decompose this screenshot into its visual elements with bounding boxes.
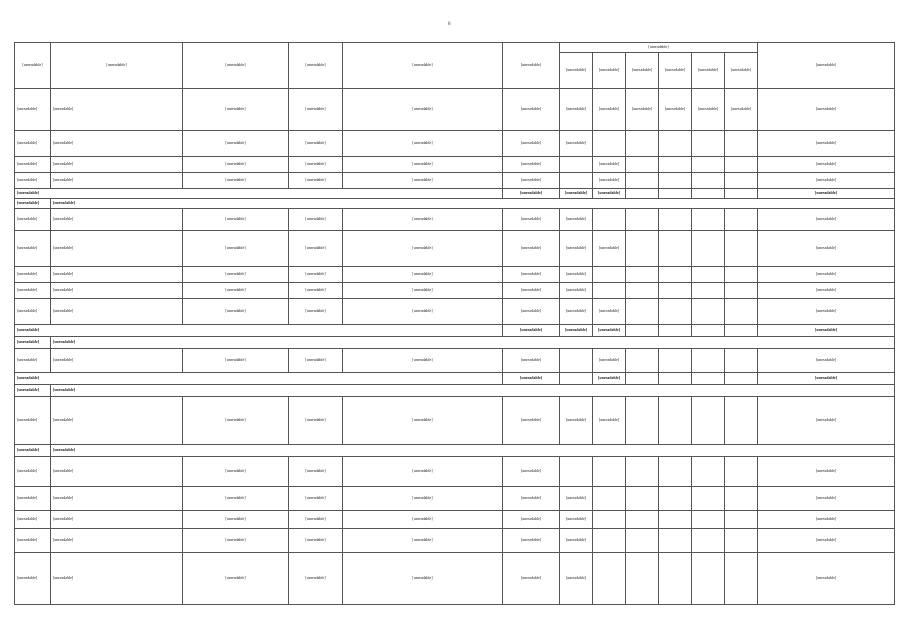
section-row: [15, 445, 895, 457]
indicator-cell: [unreadable]: [343, 131, 503, 157]
total-value: [unreadable]: [758, 157, 895, 173]
col-unit: [unreadable]: [503, 43, 560, 89]
year-value: [unreadable]: [560, 553, 593, 605]
year-value: [560, 157, 593, 173]
year-value: [626, 457, 659, 487]
total-value: [unreadable]: [758, 231, 895, 267]
year-value: [626, 231, 659, 267]
row-num: [unreadable]: [15, 209, 51, 231]
term-cell: [unreadable]: [289, 267, 343, 283]
year-value: [626, 189, 659, 199]
term-cell: [unreadable]: [289, 283, 343, 299]
year-value: [692, 553, 725, 605]
executor-cell: [unreadable]: [183, 89, 289, 131]
table-header: [15, 43, 895, 89]
year-value: [692, 457, 725, 487]
total-value: [unreadable]: [758, 325, 895, 337]
executor-cell: [unreadable]: [183, 397, 289, 445]
col-year: [unreadable]: [593, 53, 626, 89]
table-row: [15, 553, 895, 605]
section-num: [unreadable]: [15, 199, 51, 209]
year-value: [725, 173, 758, 189]
year-value: [692, 209, 725, 231]
year-value: [626, 487, 659, 511]
year-value: [692, 487, 725, 511]
unit-cell: [unreadable]: [503, 325, 560, 337]
year-value: [659, 553, 692, 605]
year-value: [692, 231, 725, 267]
year-value: [725, 209, 758, 231]
year-value: [659, 173, 692, 189]
year-value: [692, 173, 725, 189]
year-value: [unreadable]: [593, 89, 626, 131]
measure-cell: [unreadable]: [51, 173, 183, 189]
executor-cell: [unreadable]: [183, 131, 289, 157]
year-value: [659, 325, 692, 337]
total-value: [unreadable]: [758, 89, 895, 131]
year-value: [692, 529, 725, 553]
total-value: [unreadable]: [758, 173, 895, 189]
indicator-cell: [unreadable]: [343, 457, 503, 487]
year-value: [659, 267, 692, 283]
page-number: 6: [448, 22, 451, 27]
year-value: [659, 231, 692, 267]
year-value: [659, 299, 692, 325]
executor-cell: [unreadable]: [183, 157, 289, 173]
year-value: [unreadable]: [659, 89, 692, 131]
section-row: [15, 337, 895, 349]
col-values-group: [unreadable]: [560, 43, 758, 53]
year-value: [626, 209, 659, 231]
col-year: [unreadable]: [626, 53, 659, 89]
col-year: [unreadable]: [560, 53, 593, 89]
year-value: [593, 529, 626, 553]
year-value: [692, 283, 725, 299]
unit-cell: [unreadable]: [503, 373, 560, 385]
year-value: [unreadable]: [593, 325, 626, 337]
year-value: [593, 553, 626, 605]
year-value: [593, 209, 626, 231]
table-row: [15, 299, 895, 325]
unit-cell: [unreadable]: [503, 189, 560, 199]
measure-cell: [unreadable]: [51, 349, 183, 373]
section-num: [unreadable]: [15, 337, 51, 349]
indicator-cell: [unreadable]: [343, 553, 503, 605]
row-num: [unreadable]: [15, 457, 51, 487]
col-measure: [unreadable]: [51, 43, 183, 89]
total-value: [unreadable]: [758, 373, 895, 385]
row-num: [unreadable]: [15, 553, 51, 605]
row-num: [unreadable]: [15, 397, 51, 445]
total-value: [unreadable]: [758, 529, 895, 553]
col-total: [unreadable]: [758, 43, 895, 89]
total-label: [unreadable]: [15, 189, 503, 199]
measure-cell: [unreadable]: [51, 487, 183, 511]
year-value: [725, 325, 758, 337]
row-num: [unreadable]: [15, 173, 51, 189]
table-row: [15, 131, 895, 157]
year-value: [unreadable]: [560, 89, 593, 131]
table-row: [15, 267, 895, 283]
unit-cell: [unreadable]: [503, 173, 560, 189]
year-value: [593, 511, 626, 529]
col-executor: [unreadable]: [183, 43, 289, 89]
year-value: [560, 373, 593, 385]
term-cell: [unreadable]: [289, 209, 343, 231]
executor-cell: [unreadable]: [183, 209, 289, 231]
executor-cell: [unreadable]: [183, 349, 289, 373]
measure-cell: [unreadable]: [51, 529, 183, 553]
row-num: [unreadable]: [15, 267, 51, 283]
table-row: [15, 89, 895, 131]
executor-cell: [unreadable]: [183, 457, 289, 487]
total-value: [unreadable]: [758, 349, 895, 373]
unit-cell: [unreadable]: [503, 131, 560, 157]
term-cell: [unreadable]: [289, 299, 343, 325]
year-value: [692, 267, 725, 283]
year-value: [unreadable]: [560, 231, 593, 267]
row-num: [unreadable]: [15, 299, 51, 325]
unit-cell: [unreadable]: [503, 511, 560, 529]
year-value: [626, 283, 659, 299]
indicator-cell: [unreadable]: [343, 487, 503, 511]
year-value: [626, 131, 659, 157]
term-cell: [unreadable]: [289, 231, 343, 267]
term-cell: [unreadable]: [289, 131, 343, 157]
year-value: [unreadable]: [593, 397, 626, 445]
term-cell: [unreadable]: [289, 157, 343, 173]
section-num: [unreadable]: [15, 385, 51, 397]
table-row: [15, 511, 895, 529]
unit-cell: [unreadable]: [503, 487, 560, 511]
year-value: [unreadable]: [593, 373, 626, 385]
year-value: [unreadable]: [560, 529, 593, 553]
year-value: [560, 349, 593, 373]
table-row: [15, 157, 895, 173]
table-row: [15, 457, 895, 487]
year-value: [725, 397, 758, 445]
total-value: [unreadable]: [758, 457, 895, 487]
year-value: [659, 131, 692, 157]
year-value: [626, 349, 659, 373]
total-row: [15, 373, 895, 385]
row-num: [unreadable]: [15, 487, 51, 511]
year-value: [593, 457, 626, 487]
year-value: [unreadable]: [593, 173, 626, 189]
year-value: [unreadable]: [626, 89, 659, 131]
row-num: [unreadable]: [15, 511, 51, 529]
year-value: [725, 299, 758, 325]
indicator-cell: [unreadable]: [343, 349, 503, 373]
section-row: [15, 385, 895, 397]
measures-table: [14, 42, 895, 605]
table-row: [15, 283, 895, 299]
year-value: [659, 457, 692, 487]
row-num: [unreadable]: [15, 89, 51, 131]
year-value: [unreadable]: [560, 299, 593, 325]
year-value: [626, 325, 659, 337]
row-num: [unreadable]: [15, 131, 51, 157]
col-term: [unreadable]: [289, 43, 343, 89]
year-value: [725, 457, 758, 487]
year-value: [unreadable]: [593, 189, 626, 199]
indicator-cell: [unreadable]: [343, 173, 503, 189]
col-year: [unreadable]: [692, 53, 725, 89]
measure-cell: [unreadable]: [51, 209, 183, 231]
year-value: [725, 511, 758, 529]
year-value: [626, 267, 659, 283]
year-value: [725, 231, 758, 267]
indicator-cell: [unreadable]: [343, 89, 503, 131]
year-value: [unreadable]: [560, 267, 593, 283]
year-value: [626, 397, 659, 445]
year-value: [725, 487, 758, 511]
year-value: [725, 373, 758, 385]
measure-cell: [unreadable]: [51, 283, 183, 299]
total-row: [15, 189, 895, 199]
year-value: [626, 157, 659, 173]
executor-cell: [unreadable]: [183, 487, 289, 511]
year-value: [unreadable]: [725, 89, 758, 131]
term-cell: [unreadable]: [289, 457, 343, 487]
col-year: [unreadable]: [659, 53, 692, 89]
measure-cell: [unreadable]: [51, 157, 183, 173]
table-body: [15, 89, 895, 605]
year-value: [unreadable]: [593, 349, 626, 373]
year-value: [725, 553, 758, 605]
table-row: [15, 529, 895, 553]
year-value: [692, 511, 725, 529]
indicator-cell: [unreadable]: [343, 299, 503, 325]
year-value: [725, 157, 758, 173]
year-value: [725, 283, 758, 299]
year-value: [659, 397, 692, 445]
unit-cell: [unreadable]: [503, 267, 560, 283]
year-value: [626, 511, 659, 529]
year-value: [692, 325, 725, 337]
unit-cell: [unreadable]: [503, 231, 560, 267]
year-value: [626, 173, 659, 189]
unit-cell: [unreadable]: [503, 553, 560, 605]
year-value: [unreadable]: [692, 89, 725, 131]
year-value: [593, 131, 626, 157]
measure-cell: [unreadable]: [51, 299, 183, 325]
year-value: [659, 157, 692, 173]
total-value: [unreadable]: [758, 511, 895, 529]
year-value: [593, 487, 626, 511]
term-cell: [unreadable]: [289, 529, 343, 553]
indicator-cell: [unreadable]: [343, 267, 503, 283]
indicator-cell: [unreadable]: [343, 397, 503, 445]
measure-cell: [unreadable]: [51, 457, 183, 487]
year-value: [626, 373, 659, 385]
unit-cell: [unreadable]: [503, 397, 560, 445]
executor-cell: [unreadable]: [183, 529, 289, 553]
total-row: [15, 325, 895, 337]
year-value: [626, 553, 659, 605]
section-row: [15, 199, 895, 209]
unit-cell: [unreadable]: [503, 349, 560, 373]
year-value: [unreadable]: [560, 325, 593, 337]
year-value: [659, 189, 692, 199]
year-value: [unreadable]: [560, 487, 593, 511]
section-num: [unreadable]: [15, 445, 51, 457]
total-value: [unreadable]: [758, 397, 895, 445]
term-cell: [unreadable]: [289, 173, 343, 189]
executor-cell: [unreadable]: [183, 283, 289, 299]
indicator-cell: [unreadable]: [343, 511, 503, 529]
year-value: [692, 373, 725, 385]
year-value: [692, 349, 725, 373]
row-num: [unreadable]: [15, 349, 51, 373]
term-cell: [unreadable]: [289, 397, 343, 445]
section-title: [unreadable]: [51, 199, 895, 209]
unit-cell: [unreadable]: [503, 209, 560, 231]
measure-cell: [unreadable]: [51, 89, 183, 131]
year-value: [unreadable]: [593, 157, 626, 173]
year-value: [659, 373, 692, 385]
total-value: [unreadable]: [758, 209, 895, 231]
year-value: [unreadable]: [593, 299, 626, 325]
row-num: [unreadable]: [15, 283, 51, 299]
term-cell: [unreadable]: [289, 349, 343, 373]
year-value: [659, 529, 692, 553]
year-value: [560, 457, 593, 487]
year-value: [626, 299, 659, 325]
year-value: [725, 131, 758, 157]
table-row: [15, 209, 895, 231]
year-value: [unreadable]: [560, 283, 593, 299]
unit-cell: [unreadable]: [503, 299, 560, 325]
indicator-cell: [unreadable]: [343, 231, 503, 267]
row-num: [unreadable]: [15, 231, 51, 267]
table-row: [15, 397, 895, 445]
col-year: [unreadable]: [725, 53, 758, 89]
total-value: [unreadable]: [758, 189, 895, 199]
year-value: [692, 397, 725, 445]
unit-cell: [unreadable]: [503, 89, 560, 131]
indicator-cell: [unreadable]: [343, 529, 503, 553]
year-value: [593, 267, 626, 283]
total-label: [unreadable]: [15, 373, 503, 385]
table-row: [15, 173, 895, 189]
indicator-cell: [unreadable]: [343, 209, 503, 231]
year-value: [560, 173, 593, 189]
term-cell: [unreadable]: [289, 511, 343, 529]
measure-cell: [unreadable]: [51, 397, 183, 445]
unit-cell: [unreadable]: [503, 157, 560, 173]
year-value: [659, 511, 692, 529]
total-value: [unreadable]: [758, 131, 895, 157]
measure-cell: [unreadable]: [51, 267, 183, 283]
year-value: [659, 209, 692, 231]
year-value: [unreadable]: [560, 131, 593, 157]
year-value: [659, 487, 692, 511]
total-label: [unreadable]: [15, 325, 503, 337]
year-value: [725, 267, 758, 283]
year-value: [725, 529, 758, 553]
section-title: [unreadable]: [51, 445, 895, 457]
total-value: [unreadable]: [758, 267, 895, 283]
year-value: [unreadable]: [560, 511, 593, 529]
year-value: [692, 157, 725, 173]
section-title: [unreadable]: [51, 337, 895, 349]
term-cell: [unreadable]: [289, 89, 343, 131]
executor-cell: [unreadable]: [183, 553, 289, 605]
year-value: [725, 189, 758, 199]
year-value: [unreadable]: [593, 231, 626, 267]
executor-cell: [unreadable]: [183, 267, 289, 283]
table-row: [15, 349, 895, 373]
year-value: [593, 283, 626, 299]
indicator-cell: [unreadable]: [343, 283, 503, 299]
total-value: [unreadable]: [758, 553, 895, 605]
measure-cell: [unreadable]: [51, 511, 183, 529]
year-value: [725, 349, 758, 373]
indicator-cell: [unreadable]: [343, 157, 503, 173]
year-value: [unreadable]: [560, 397, 593, 445]
measure-cell: [unreadable]: [51, 131, 183, 157]
total-value: [unreadable]: [758, 299, 895, 325]
table-row: [15, 487, 895, 511]
executor-cell: [unreadable]: [183, 231, 289, 267]
measure-cell: [unreadable]: [51, 553, 183, 605]
term-cell: [unreadable]: [289, 487, 343, 511]
year-value: [692, 131, 725, 157]
row-num: [unreadable]: [15, 529, 51, 553]
unit-cell: [unreadable]: [503, 529, 560, 553]
year-value: [659, 283, 692, 299]
total-value: [unreadable]: [758, 487, 895, 511]
table-row: [15, 231, 895, 267]
unit-cell: [unreadable]: [503, 283, 560, 299]
total-value: [unreadable]: [758, 283, 895, 299]
measure-cell: [unreadable]: [51, 231, 183, 267]
unit-cell: [unreadable]: [503, 457, 560, 487]
executor-cell: [unreadable]: [183, 173, 289, 189]
year-value: [659, 349, 692, 373]
year-value: [626, 529, 659, 553]
col-num: [unreadable]: [15, 43, 51, 89]
year-value: [unreadable]: [560, 209, 593, 231]
col-indicator: [unreadable]: [343, 43, 503, 89]
section-title: [unreadable]: [51, 385, 895, 397]
year-value: [692, 189, 725, 199]
year-value: [692, 299, 725, 325]
executor-cell: [unreadable]: [183, 511, 289, 529]
row-num: [unreadable]: [15, 157, 51, 173]
term-cell: [unreadable]: [289, 553, 343, 605]
year-value: [unreadable]: [560, 189, 593, 199]
executor-cell: [unreadable]: [183, 299, 289, 325]
